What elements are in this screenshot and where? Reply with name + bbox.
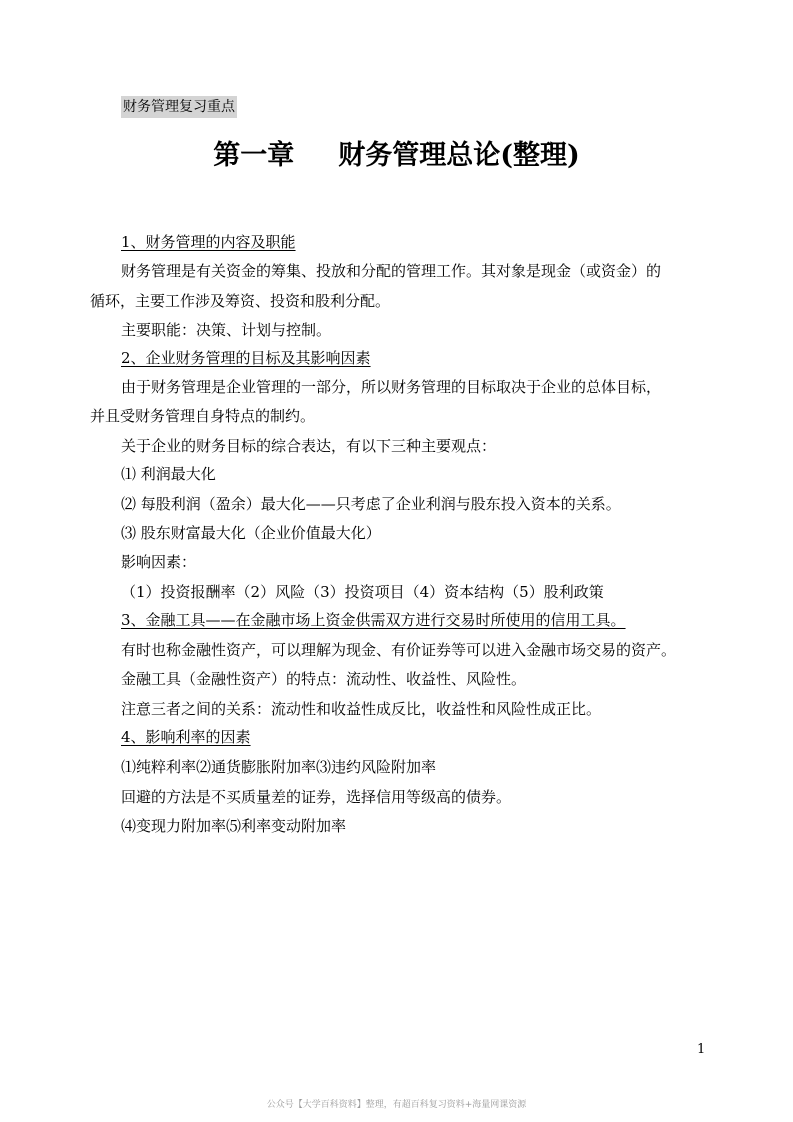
paragraph-line: 金融工具（金融性资产）的特点：流动性、收益性、风险性。 bbox=[121, 670, 527, 688]
paragraph-line: 主要职能：决策、计划与控制。 bbox=[121, 321, 332, 339]
paragraph-line: 注意三者之间的关系：流动性和收益性成反比，收益性和风险性成正比。 bbox=[121, 700, 602, 718]
paragraph-line: 有时也称金融性资产，可以理解为现金、有价证券等可以进入金融市场交易的资产。 bbox=[121, 641, 677, 659]
paragraph-line: 由于财务管理是企业管理的一部分，所以财务管理的目标取决于企业的总体目标， bbox=[121, 378, 662, 396]
section-heading-1: 1、财务管理的内容及职能 bbox=[121, 233, 296, 251]
paragraph-line: 回避的方法是不买质量差的证券，选择信用等级高的债券。 bbox=[121, 788, 512, 806]
section-heading-2: 2、企业财务管理的目标及其影响因素 bbox=[121, 349, 371, 367]
paragraph-line: ⑷变现力附加率⑸利率变动附加率 bbox=[121, 817, 347, 835]
section-heading-4: 4、影响利率的因素 bbox=[121, 728, 251, 746]
paragraph-line: 财务管理是有关资金的筹集、投放和分配的管理工作。其对象是现金（或资金）的 bbox=[121, 262, 662, 280]
footer-note: 公众号【大学百科资料】整理，有超百科复习资料+海量网课资源 bbox=[266, 1100, 527, 1110]
paragraph-line: 并且受财务管理自身特点的制约。 bbox=[90, 407, 316, 425]
document-header-tag: 财务管理复习重点 bbox=[121, 96, 237, 118]
page-number: 1 bbox=[697, 1042, 706, 1057]
paragraph-line: 关于企业的财务目标的综合表达，有以下三种主要观点： bbox=[121, 437, 497, 455]
chapter-name: 财务管理总论(整理) bbox=[338, 140, 580, 171]
chapter-number: 第一章 bbox=[213, 140, 295, 171]
list-item: ⑶ 股东财富最大化（企业价值最大化） bbox=[121, 524, 381, 542]
section-heading-3: 3、金融工具——在金融市场上资金供需双方进行交易时所使用的信用工具。 bbox=[121, 611, 626, 629]
list-item: ⑵ 每股利润（盈余）最大化——只考虑了企业利润与股东投入资本的关系。 bbox=[121, 495, 621, 513]
paragraph-line: （1）投资报酬率（2）风险（3）投资项目（4）资本结构（5）股利政策 bbox=[121, 583, 604, 601]
chapter-title bbox=[0, 136, 793, 176]
paragraph-line: 循环，主要工作涉及筹资、投资和股利分配。 bbox=[90, 292, 391, 310]
list-item: ⑴ 利润最大化 bbox=[121, 465, 216, 483]
paragraph-line: 影响因素： bbox=[121, 553, 197, 571]
paragraph-line: ⑴纯粹利率⑵通货膨胀附加率⑶违约风险附加率 bbox=[121, 758, 437, 776]
